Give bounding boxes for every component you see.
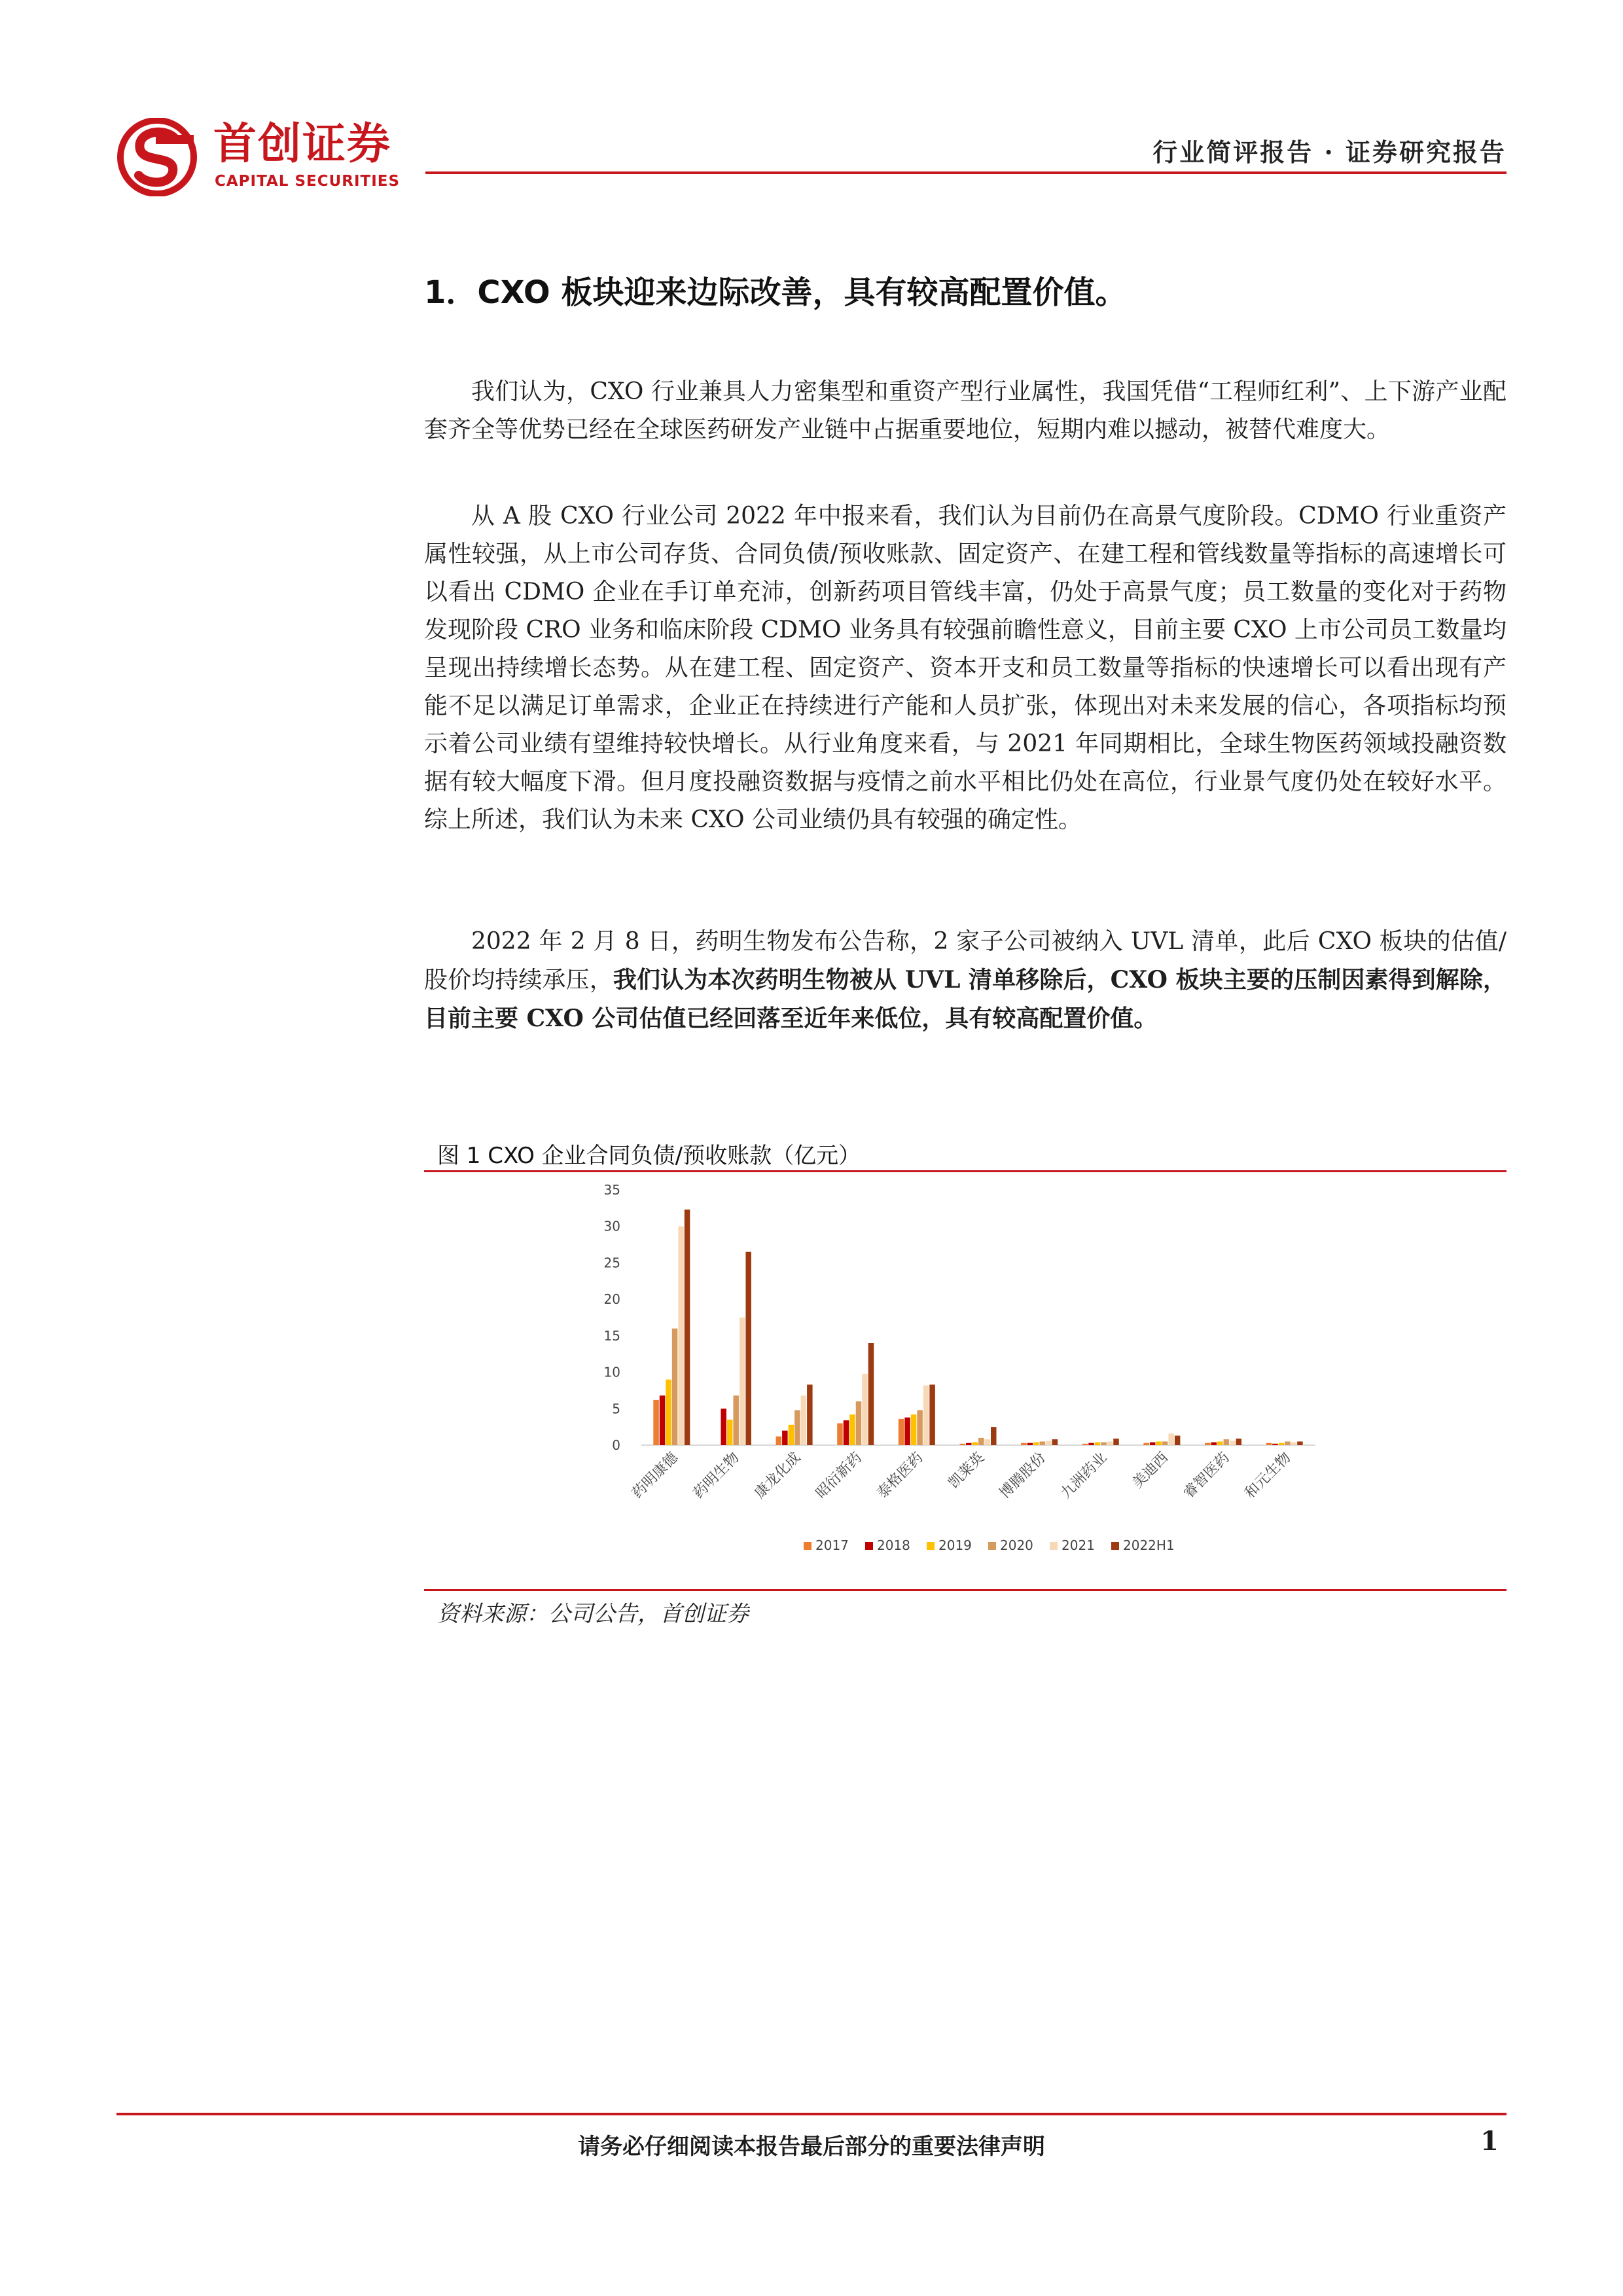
- bar-2018: [966, 1443, 972, 1445]
- bar-2020: [733, 1395, 739, 1445]
- category-label: 睿智医药: [1180, 1449, 1233, 1502]
- bar-2021: [1230, 1441, 1236, 1445]
- figure-source: 资料来源：公司公告，首创证券: [437, 1601, 749, 1627]
- bar-2021: [1168, 1433, 1174, 1445]
- bar-2018: [660, 1395, 666, 1445]
- y-tick-label: 20: [603, 1291, 620, 1308]
- legend-label-2018: 2018: [877, 1537, 910, 1553]
- legal-notice: 请务必仔细阅读本报告最后部分的重要法律声明: [578, 2134, 1045, 2160]
- logo-chinese-name: 首创证券: [213, 118, 391, 169]
- bar-2018: [1211, 1443, 1217, 1445]
- bar-2017: [899, 1419, 904, 1445]
- bar-2017: [1082, 1444, 1088, 1445]
- bar-2018: [904, 1418, 910, 1445]
- section-heading: 1．CXO 板块迎来边际改善，具有较高配置价值。: [424, 274, 1127, 311]
- bar-2022h1: [868, 1343, 874, 1445]
- bar-2022h1: [1236, 1439, 1242, 1445]
- bar-2022h1: [1052, 1439, 1058, 1445]
- legend-label-2020: 2020: [1000, 1537, 1033, 1553]
- paragraph-3: [424, 923, 1507, 1038]
- legend-swatch-2019: [927, 1542, 935, 1550]
- category-label: 博腾股份: [996, 1449, 1049, 1502]
- header-divider: [425, 171, 1507, 174]
- category-label: 泰格医药: [874, 1449, 927, 1502]
- bar-2019: [1279, 1443, 1285, 1445]
- bar-2018: [1027, 1443, 1033, 1445]
- bar-2018: [782, 1431, 788, 1445]
- category-label: 九洲药业: [1058, 1449, 1111, 1502]
- y-tick-label: 25: [603, 1255, 620, 1271]
- bar-2020: [856, 1401, 862, 1445]
- bar-2022h1: [991, 1427, 997, 1445]
- bar-2017: [837, 1424, 843, 1445]
- bar-2019: [789, 1425, 794, 1445]
- bar-2021: [923, 1386, 929, 1445]
- paragraph-2: [424, 497, 1507, 839]
- y-tick-label: 15: [603, 1327, 620, 1344]
- bar-2017: [1205, 1443, 1211, 1445]
- capital-securities-logo-icon: [116, 118, 198, 196]
- page-number: 1: [1480, 2126, 1499, 2157]
- logo-english-name: CAPITAL SECURITIES: [215, 173, 401, 190]
- bar-2022h1: [685, 1210, 690, 1445]
- bar-2017: [1143, 1443, 1149, 1445]
- legend-label-2019: 2019: [938, 1537, 972, 1553]
- legend-swatch-2020: [988, 1542, 996, 1550]
- bar-2019: [972, 1443, 978, 1445]
- bar-2021: [1107, 1441, 1113, 1445]
- legend-label-2017: 2017: [815, 1537, 849, 1553]
- company-logo: [116, 118, 431, 196]
- legend-label-2022h1: 2022H1: [1123, 1537, 1175, 1553]
- bar-2017: [776, 1437, 782, 1445]
- bar-2022h1: [807, 1385, 813, 1445]
- bar-2021: [801, 1395, 807, 1445]
- paragraph-3-text: [424, 923, 1507, 1038]
- bar-2021: [1291, 1443, 1297, 1445]
- bar-2020: [978, 1438, 984, 1445]
- y-tick-label: 0: [612, 1437, 620, 1453]
- category-label: 药明生物: [690, 1449, 743, 1502]
- paragraph-3-bold: 我们认为本次药明生物被从 UVL 清单移除后，CXO 板块主要的压制因素得到解除，目前主要 CXO 公司估值已经回落至近年来低位，具有较高配置价值。: [424, 966, 1507, 1032]
- category-label: 药明康德: [629, 1449, 682, 1502]
- figure-title: 图 1 CXO 企业合同负债/预收账款（亿元）: [437, 1143, 861, 1169]
- paragraph-2-text: 从 A 股 CXO 行业公司 2022 年中报来看，我们认为目前仍在高景气度阶段。CDMO 行业重资产属性较强，从上市公司存货、合同负债/预收账款、固定资产、在建工程和管线数量等指标的高速增长可以看出 CDMO 企业在手订单充沛，创新药项目管线丰富，仍处于高景气度；员工数量的变化对于药物发现阶段 CRO 业务和临床阶段 CDMO 业务具有较强前瞻性意义，目前主要 CXO 上市公司员工数量均呈现出持续增长态势。从在建工程、固定资产、资本开支和员工数量等指标的快速增长可以看出现有产能不足以满足订单需求，企业正在持续进行产能和人员扩张，体现出对未来发展的信心，各项指标均预示着公司业绩有望维持较快增长。从行业角度来看，与 2021 年同期相比，全球生物医药领域投融资数据有较大幅度下滑。但月度投融资数据与疫情之前水平相比仍处在高位，行业景气度仍处在较好水平。综上所述，我们认为未来 CXO 公司业绩仍具有较强的确定性。: [424, 503, 1507, 833]
- bar-2021: [985, 1439, 991, 1445]
- bar-2020: [672, 1329, 677, 1445]
- y-tick-label: 10: [603, 1364, 620, 1380]
- legend-swatch-2022h1: [1111, 1542, 1119, 1550]
- bar-2017: [653, 1400, 659, 1445]
- bar-2020: [1162, 1441, 1168, 1445]
- y-tick-label: 30: [603, 1218, 620, 1234]
- bar-2018: [844, 1420, 849, 1445]
- category-label: 昭衍新药: [813, 1449, 865, 1502]
- report-type-title: 行业简评报告 · 证券研究报告: [1152, 137, 1507, 167]
- bar-2022h1: [1297, 1441, 1303, 1445]
- bar-2017: [1266, 1443, 1272, 1445]
- paragraph-1-text: 我们认为，CXO 行业兼具人力密集型和重资产型行业属性，我国凭借“工程师红利”、上下游产业配套齐全等优势已经在全球医药研发产业链中占据重要地位，短期内难以撼动，被替代难度大。: [424, 378, 1507, 443]
- bar-2019: [1033, 1443, 1039, 1445]
- bar-2022h1: [1113, 1439, 1119, 1445]
- legend-swatch-2017: [804, 1542, 812, 1550]
- bar-2020: [794, 1410, 800, 1445]
- bar-2020: [917, 1410, 923, 1445]
- bar-2020: [1101, 1443, 1107, 1445]
- bar-2018: [721, 1408, 726, 1445]
- legend-swatch-2018: [865, 1542, 873, 1550]
- legend-swatch-2021: [1050, 1542, 1058, 1550]
- bar-2019: [1095, 1443, 1101, 1445]
- bar-2020: [1040, 1441, 1046, 1445]
- contract-liabilities-bar-chart: [589, 1172, 1335, 1577]
- bar-2021: [678, 1227, 684, 1445]
- bar-2019: [727, 1420, 733, 1445]
- bar-2019: [911, 1414, 917, 1445]
- bar-2021: [862, 1374, 868, 1445]
- bar-2019: [666, 1380, 671, 1445]
- y-tick-label: 5: [612, 1401, 620, 1417]
- bar-2022h1: [745, 1252, 751, 1445]
- bar-2022h1: [1175, 1436, 1181, 1445]
- legend-label-2021: 2021: [1061, 1537, 1095, 1553]
- footer-divider: [116, 2113, 1507, 2115]
- category-label: 康龙化成: [751, 1449, 804, 1502]
- bar-2019: [849, 1414, 855, 1445]
- bar-2018: [1272, 1444, 1278, 1445]
- bar-2018: [1088, 1443, 1094, 1445]
- paragraph-1: [424, 373, 1507, 449]
- bar-2017: [960, 1444, 966, 1445]
- bar-2022h1: [929, 1385, 935, 1445]
- category-label: 凯莱英: [945, 1449, 988, 1492]
- bar-2021: [740, 1318, 745, 1445]
- figure-bottom-rule: [424, 1589, 1507, 1591]
- category-label: 和元生物: [1241, 1449, 1294, 1502]
- bar-2019: [1217, 1441, 1223, 1445]
- bar-2018: [1150, 1443, 1156, 1445]
- y-tick-label: 35: [603, 1182, 620, 1198]
- paragraph-3-normal: 2022 年 2 月 8 日，药明生物发布公告称，2 家子公司被纳入 UVL 清单，此后 CXO 板块的估值/股价均持续承压，: [424, 928, 1507, 994]
- category-label: 美迪西: [1129, 1449, 1172, 1492]
- bar-2020: [1224, 1439, 1230, 1445]
- bar-2020: [1285, 1441, 1291, 1445]
- bar-2021: [1046, 1441, 1052, 1445]
- bar-2019: [1156, 1441, 1162, 1445]
- bar-2017: [1021, 1443, 1027, 1445]
